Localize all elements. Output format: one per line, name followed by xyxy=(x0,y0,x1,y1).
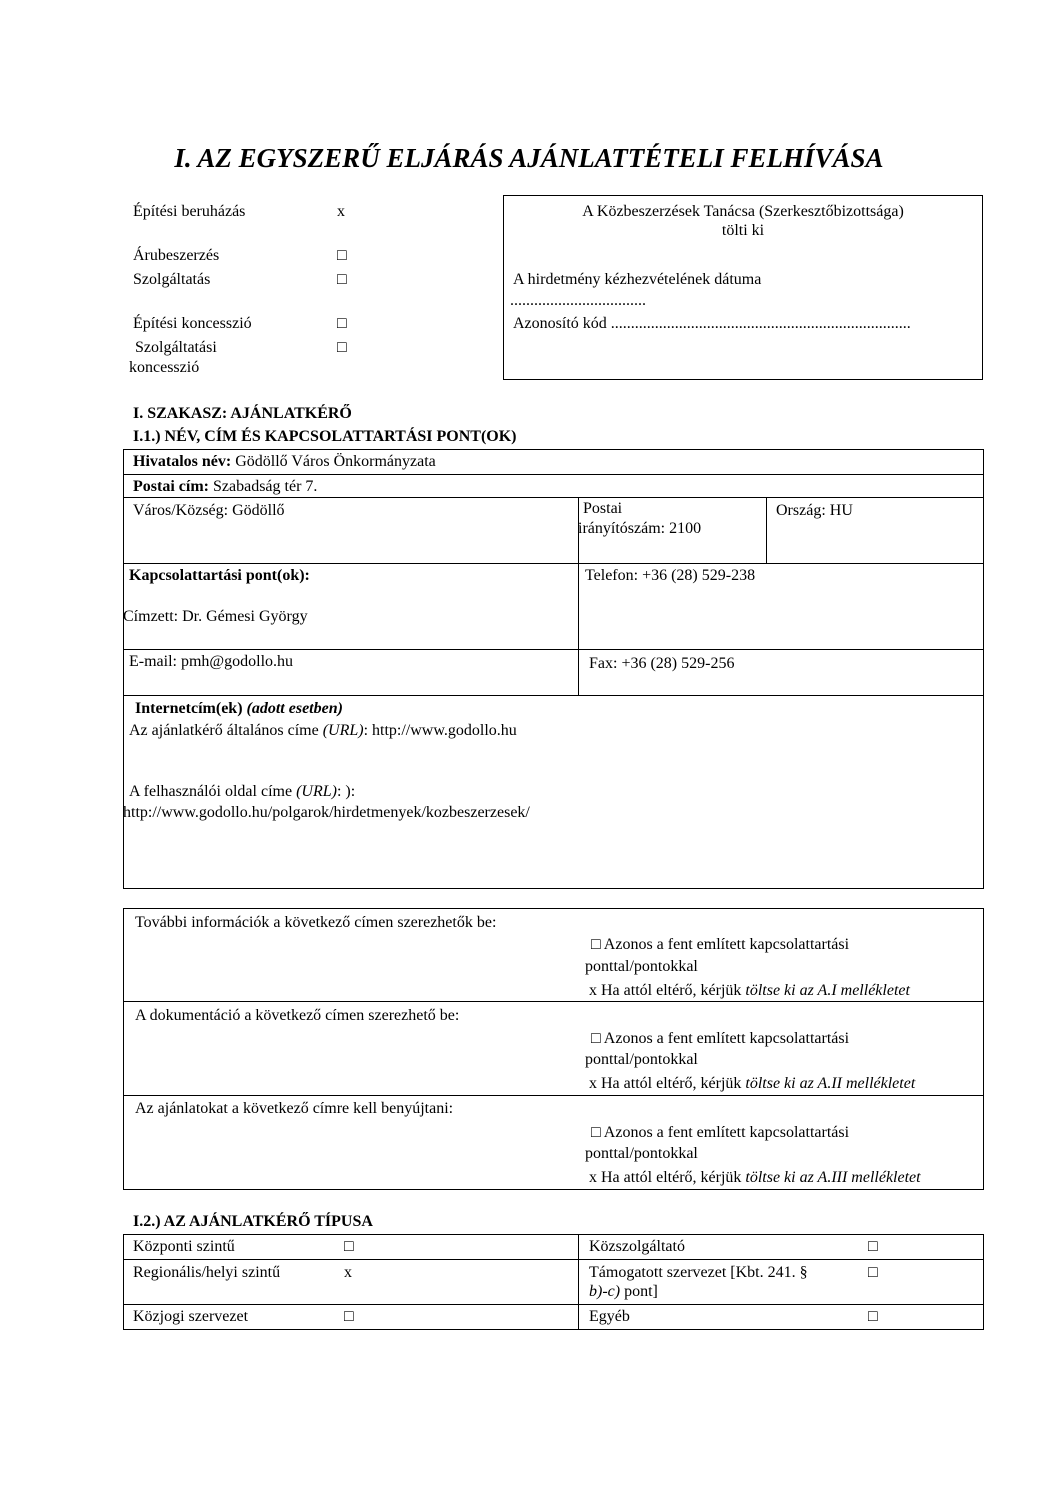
receipt-date-field[interactable]: .................................. xyxy=(510,292,646,309)
contract-type-label: Építési koncesszió xyxy=(133,315,252,332)
authority-type-label: Közjogi szervezet xyxy=(133,1308,249,1325)
contract-type-mark[interactable]: □ xyxy=(337,247,347,264)
authority-type-label: Egyéb xyxy=(589,1308,630,1325)
authority-type-label-cont: b)-c) pont] xyxy=(589,1283,658,1300)
buyer-profile-label: A felhasználói oldal címe (URL): ): xyxy=(129,783,356,800)
authority-type-mark[interactable]: □ xyxy=(344,1308,354,1325)
council-heading-2: tölti ki xyxy=(721,222,765,239)
official-name: Hivatalos név: Gödöllő Város Önkormányzata xyxy=(133,453,436,470)
other-option[interactable]: x Ha attól eltérő, kérjük töltse ki az A.I mellékletet xyxy=(589,982,910,999)
city: Város/Község: Gödöllő xyxy=(133,502,285,519)
contract-type-mark[interactable]: x xyxy=(337,203,345,220)
receipt-date-label: A hirdetmény kézhezvételének dátuma xyxy=(513,271,762,288)
contact-person: Címzett: Dr. Gémesi György xyxy=(123,608,308,625)
section-subheading: I.1.) NÉV, CÍM ÉS KAPCSOLATTARTÁSI PONT(OK) xyxy=(133,428,517,445)
contact-points-label: Kapcsolattartási pont(ok): xyxy=(129,567,310,584)
submission-heading: Az ajánlatokat a következő címre kell benyújtani: xyxy=(135,1100,454,1117)
further-info-heading: További információk a következő címen szerezhetők be: xyxy=(135,914,497,931)
contract-type-label: Árubeszerzés xyxy=(133,247,220,264)
general-url: Az ajánlatkérő általános címe (URL): http://www.godollo.hu xyxy=(129,722,517,739)
authority-type-mark[interactable]: □ xyxy=(344,1238,354,1255)
authority-type-label: Támogatott szervezet [Kbt. 241. § xyxy=(589,1264,808,1281)
contract-type-label: Szolgáltatás xyxy=(133,271,211,288)
buyer-profile-url[interactable]: http://www.godollo.hu/polgarok/hirdetmenyek/kozbeszerzesek/ xyxy=(123,804,530,821)
fax: Fax: +36 (28) 529-256 xyxy=(589,655,735,672)
contract-type-label: Szolgáltatási xyxy=(135,339,217,356)
other-option[interactable]: x Ha attól eltérő, kérjük töltse ki az A.III mellékletet xyxy=(589,1169,921,1186)
authority-type-heading: I.2.) AZ AJÁNLATKÉRŐ TÍPUSA xyxy=(133,1213,373,1230)
page-title: I. AZ EGYSZERŰ ELJÁRÁS AJÁNLATTÉTELI FELHÍVÁSA xyxy=(174,143,884,173)
id-code-field[interactable]: Azonosító kód ........................................................................... xyxy=(513,315,911,332)
same-as-above-option-cont: ponttal/pontokkal xyxy=(585,1051,698,1068)
authority-type-label: Közszolgáltató xyxy=(589,1238,685,1255)
section-heading: I. SZAKASZ: AJÁNLATKÉRŐ xyxy=(133,405,352,422)
zip-label: Postai xyxy=(583,500,623,517)
authority-type-mark[interactable]: □ xyxy=(868,1238,878,1255)
same-as-above-option[interactable]: □ Azonos a fent említett kapcsolattartási xyxy=(591,1124,850,1141)
authority-type-label: Központi szintű xyxy=(133,1238,235,1255)
phone: Telefon: +36 (28) 529-238 xyxy=(585,567,756,584)
other-option[interactable]: x Ha attól eltérő, kérjük töltse ki az A.II mellékletet xyxy=(589,1075,916,1092)
authority-type-mark[interactable]: □ xyxy=(868,1264,878,1281)
contract-type-mark[interactable]: □ xyxy=(337,339,347,356)
same-as-above-option[interactable]: □ Azonos a fent említett kapcsolattartási xyxy=(591,936,850,953)
contract-type-label-cont: koncesszió xyxy=(129,359,200,376)
contract-type-mark[interactable]: □ xyxy=(337,271,347,288)
same-as-above-option-cont: ponttal/pontokkal xyxy=(585,958,698,975)
same-as-above-option[interactable]: □ Azonos a fent említett kapcsolattartási xyxy=(591,1030,850,1047)
zip-code: irányítószám: 2100 xyxy=(578,520,702,537)
postal-address: Postai cím: Szabadság tér 7. xyxy=(133,478,318,495)
authority-type-mark[interactable]: □ xyxy=(868,1308,878,1325)
documentation-heading: A dokumentáció a következő címen szerezhető be: xyxy=(135,1007,460,1024)
authority-type-mark[interactable]: x xyxy=(344,1264,352,1281)
further-info-table xyxy=(123,908,984,1190)
internet-label: Internetcím(ek) (adott esetben) xyxy=(135,700,343,717)
contract-type-label: Építési beruházás xyxy=(133,203,246,220)
email: E-mail: pmh@godollo.hu xyxy=(129,653,294,670)
country: Ország: HU xyxy=(776,502,853,519)
contract-type-mark[interactable]: □ xyxy=(337,315,347,332)
same-as-above-option-cont: ponttal/pontokkal xyxy=(585,1145,698,1162)
council-heading: A Közbeszerzések Tanácsa (Szerkesztőbizottsága) xyxy=(582,203,904,220)
authority-type-label: Regionális/helyi szintű xyxy=(133,1264,281,1281)
